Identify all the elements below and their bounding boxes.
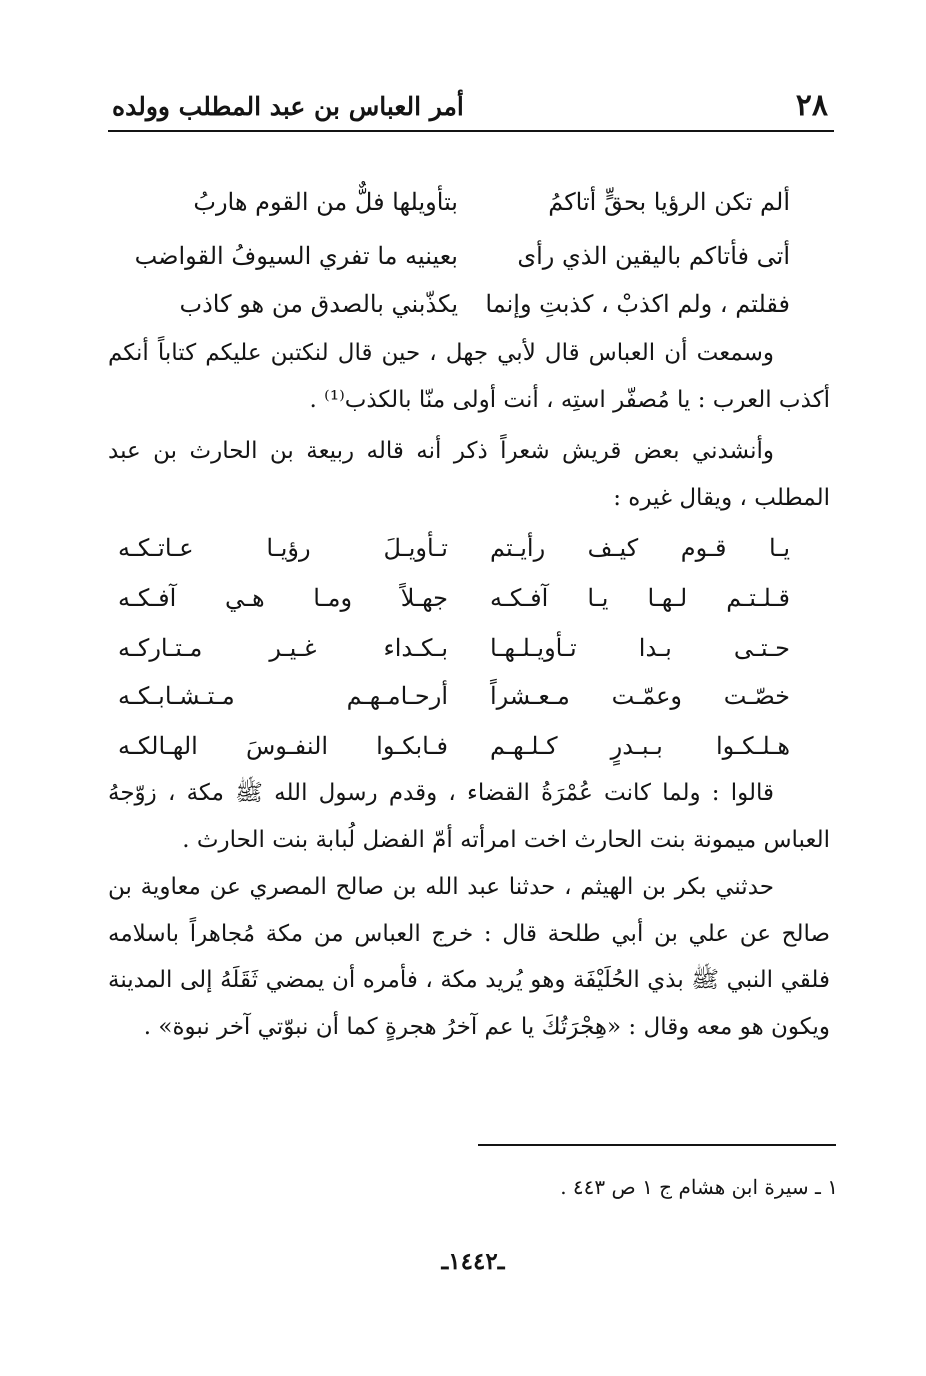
verse-second-hemistich: أرحـامـهـم مـتـشـابـكـه [118, 682, 448, 710]
paragraph-text: وأنشدني بعض قريش شعراً ذكر أنه قاله ربيعة بن الحارث بن عبد المطلب ، ويقال غيره : [108, 438, 830, 511]
paragraph-text: قالوا : ولما كانت عُمْرَةُ القضاء ، وقدم رسول الله ﷺ مكة ، زوّجهُ العباس ميمونة بنت الحارث اخت امرأته أمّ الفضل لُبابة بنت الحارث . [108, 780, 830, 853]
paragraph [108, 330, 830, 423]
verse-first-hemistich: يـا قـوم كيـف رأيـتم [490, 534, 790, 562]
verse-first-hemistich: ألم تكن الرؤيا بحقٍّ أتاكمُ [548, 188, 790, 216]
poem-verse [118, 280, 790, 328]
verse-first-hemistich: قـلـتـم لـهـا يـا آفـكـه [490, 584, 790, 612]
verse-second-hemistich: تـأويـلَ رؤيـا عـاتـكـه [118, 534, 448, 562]
verse-second-hemistich: فـابكـوا النفـوسَ الهـالكـه [118, 732, 448, 760]
verse-first-hemistich: حـتـى بـدا تـأويـلـهـا [490, 634, 790, 662]
poem-verse [118, 672, 790, 720]
verse-first-hemistich: أتى فأتاكم باليقين الذي رأى [517, 242, 790, 270]
verse-first-hemistich: خصّـت وعمّـت مـعـشراً [490, 682, 790, 710]
verse-second-hemistich: جهـلاً ومـا هـي آفـكـه [118, 584, 448, 612]
poem-verse [118, 178, 790, 226]
poem-verse [118, 232, 790, 280]
poem-verse [118, 722, 790, 770]
footnote: ١ ـ سيرة ابن هشام ج ١ ص ٤٤٣ . [560, 1175, 838, 1199]
footnote-divider [478, 1144, 836, 1146]
page-header [108, 86, 834, 132]
folio-number: ـ١٤٤٢ـ [441, 1248, 505, 1275]
poem-verse [118, 574, 790, 622]
page-number: ٢٨ [795, 88, 828, 123]
verse-first-hemistich: هـلـكـوا بـبـدرٍ كـلـهـم [490, 732, 790, 760]
verse-second-hemistich: بـكـداء غـيـر مـتـاركـه [118, 634, 448, 662]
paragraph [108, 864, 830, 1050]
poem-verse [118, 524, 790, 572]
verse-second-hemistich: يكذّبني بالصدق من هو كاذب [179, 290, 458, 318]
verse-second-hemistich: بتأويلها فلٌّ من القوم هاربُ [193, 188, 458, 216]
paragraph-text: حدثني بكر بن الهيثم ، حدثنا عبد الله بن صالح المصري عن معاوية بن صالح عن علي بن أبي طلحة قال : خرج العباس من مكة مُجاهراً باسلامه فلقي النبي ﷺ بذي الحُلَيْفَة وهو يُريد مكة ، فأمره أن يمضي ثَقَلَهُ إلى المدينة ويكون هو معه وقال : «هِجْرَتُكَ يا عم آخرُ هجرةٍ كما أن نبوّتي آخر نبوة» . [108, 874, 830, 1040]
verse-first-hemistich: فقلتم ، ولم اكذبْ ، كذبتِ وإنما [485, 290, 790, 318]
poem-verse [118, 624, 790, 672]
paragraph-text: وسمعت أن العباس قال لأبي جهل ، حين قال لنكتبن عليكم كتاباً أنكم أكذب العرب : يا مُصفّر استِه ، أنت أولى منّا بالكذب⁽¹⁾ . [108, 340, 830, 413]
paragraph [108, 428, 830, 521]
paragraph [108, 770, 830, 863]
verse-second-hemistich: بعينيه ما تفري السيوفُ القواضب [134, 242, 458, 270]
running-title: أمر العباس بن عبد المطلب وولده [112, 92, 464, 121]
